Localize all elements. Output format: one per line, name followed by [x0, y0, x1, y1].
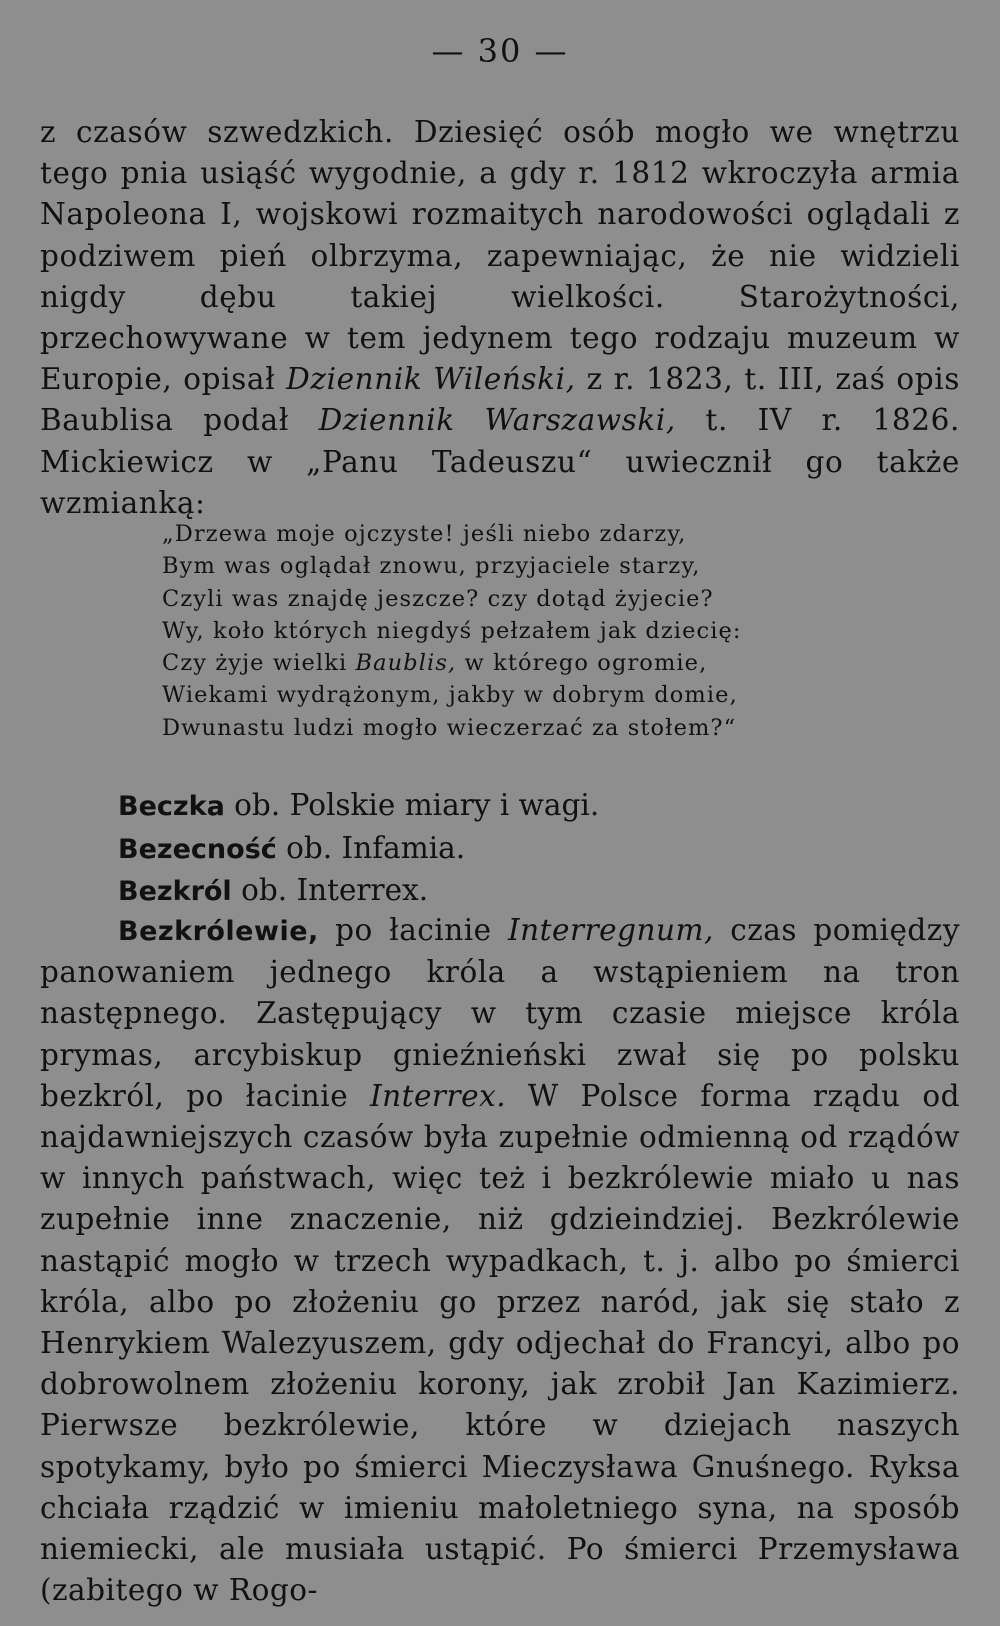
verse-text: Czy żyje wielki	[162, 650, 356, 677]
intro-paragraph	[40, 112, 960, 524]
verse-line: Czyli was znajdę jeszcze? czy dotąd żyjecie?	[162, 585, 714, 612]
intro-text-end: t. IV r. 1826. Mickiewicz w „Panu Tadeuszu“ uwiecznił go także wzmianką:	[40, 403, 960, 520]
entry-text: po łacinie	[318, 913, 508, 947]
entry-headword: Beczka	[118, 791, 225, 822]
entry-text: ob. Interrex.	[231, 873, 429, 907]
verse-line	[162, 647, 842, 679]
entry-text: ob. Infamia.	[276, 830, 466, 865]
entry-bezkrolewie	[40, 910, 960, 1611]
entry-headword: Bezkról	[118, 876, 232, 907]
verse-quote	[162, 518, 842, 744]
verse-line: Dwunastu ludzi mogło wieczerzać za stołem?“	[162, 714, 737, 741]
intro-text: z czasów szwedzkich. Dziesięć osób mogło we wnętrzu tego pnia usiąść wygodnie, a gdy r. 1812 wkroczyła armia Napoleona I, wojskowi rozmaitych narodowości oglądali z podziwem pień olbrzyma, zapewniając, że nie widzieli nigdy dębu takiej wielkości. Starożytności, przechowywane w tem jedynem tego rodzaju muzeum w Europie, opisał	[40, 115, 960, 397]
entry-italic-term: Interrex.	[369, 1078, 507, 1113]
page-number: — 30 —	[431, 32, 569, 70]
entry-bezecnosc	[118, 828, 978, 871]
entry-text: ob. Polskie miary i wagi.	[224, 788, 600, 822]
indent-spacer	[40, 913, 118, 947]
verse-line: Bym was oglądał znowu, przyjaciele starzy,	[162, 553, 701, 580]
entry-bezkrol	[118, 870, 978, 913]
cross-reference-entries	[118, 785, 978, 913]
verse-italic-name: Baublis,	[355, 650, 457, 677]
verse-line: „Drzewa moje ojczyste! jeśli niebo zdarzy,	[162, 521, 687, 547]
entry-italic-term: Interregnum,	[508, 913, 714, 947]
intro-text-mid: z r. 1823, t. III, zaś opis Baublisa podał	[40, 362, 961, 438]
verse-line: Wy, koło których niegdyś pełzałem jak dziecię:	[162, 617, 742, 644]
verse-line: Wiekami wydrążonym, jakby w dobrym domie,	[162, 682, 738, 709]
verse-text: w którego ogromie,	[456, 650, 708, 677]
entry-headword: Bezecność	[118, 833, 277, 865]
entry-headword: Bezkrólewie,	[118, 916, 319, 947]
intro-italic-title-2: Dziennik Warszawski,	[318, 403, 676, 438]
intro-italic-title-1: Dziennik Wileński,	[286, 362, 576, 397]
entry-text: czas pomiędzy panowaniem jednego króla a wstąpieniem na tron następnego. Zastępujący w tym czasie miejsce króla prymas, arcybiskup gnieźnieński zwał się po polsku bezkról, po łacinie	[40, 913, 960, 1113]
entry-text: W Polsce forma rządu od najdawniejszych czasów była zupełnie odmienną od rządów w innych państwach, więc też i bezkrólewie miało u nas zupełnie inne znaczenie, niż gdzieindziej. Bezkrólewie nastąpić mogło w trzech wypadkach, t. j. albo po śmierci króla, albo po złożeniu go przez naród, jak się stało z Henrykiem Walezyuszem, gdy odjechał do Francyi, albo po dobrowolnem złożeniu korony, jak zrobił Jan Kazimierz. Pierwsze bezkrólewie, które w dziejach naszych spotykamy, było po śmierci Mieczysława Gnuśnego. Ryksa chciała rządzić w imieniu małoletniego syna, na sposób niemiecki, ale musiała ustąpić. Po śmierci Przemysława (zabitego w Rogo-	[40, 1078, 960, 1608]
entry-beczka	[118, 785, 978, 828]
